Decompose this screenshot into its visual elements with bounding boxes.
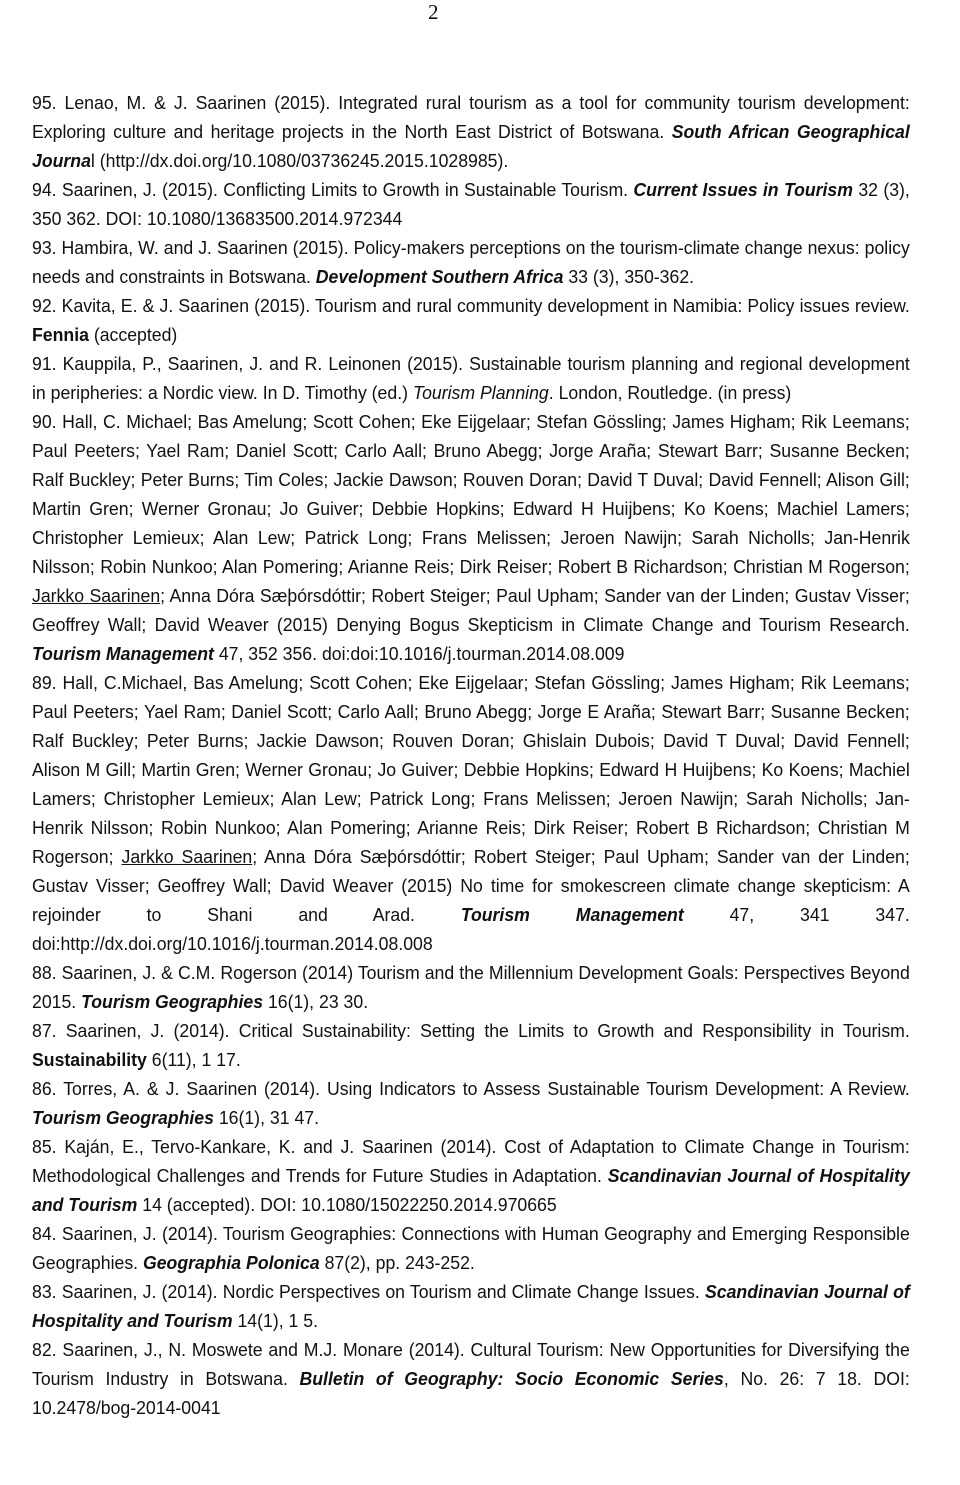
reference-entry <box>32 1132 910 1219</box>
author-link[interactable]: Jarkko Saarinen <box>32 585 161 606</box>
reference-text: (accepted) <box>88 324 178 345</box>
reference-text: . London, Routledge. (in press) <box>548 382 792 403</box>
journal-title: Tourism Management <box>32 643 214 664</box>
reference-text: 16(1), 23 30. <box>263 991 369 1012</box>
reference-entry <box>32 958 910 1016</box>
reference-text: 94. Saarinen, J. (2015). Conflicting Limits to Growth in Sustainable Tourism. <box>32 179 634 200</box>
journal-title: Tourism Geographies <box>32 1107 214 1128</box>
reference-entry <box>32 1335 910 1422</box>
journal-title: Scandinavian Journal of Hospitality and Tourism <box>32 1281 910 1331</box>
reference-text: 86. Torres, A. & J. Saarinen (2014). Using Indicators to Assess Sustainable Tourism Development: A Review. <box>32 1078 910 1099</box>
reference-text: ; Anna Dóra Sæþórsdóttir; Robert Steiger; Paul Upham; Sander van der Linden; Gustav Visser; Geoffrey Wall; David Weaver (2015) No time for smokescreen climate change skepticism: A rejoinder to Shani and Arad. <box>32 846 910 925</box>
reference-text: 47, 341 347. doi:http://dx.doi.org/10.1016/j.tourman.2014.08.008 <box>32 904 910 954</box>
reference-text: 90. Hall, C. Michael; Bas Amelung; Scott Cohen; Eke Eijgelaar; Stefan Gössling; James Higham; Rik Leemans; Paul Peeters; Yael Ram; Daniel Scott; Carlo Aall; Bruno Abegg; Jorge Araña; Stewart Barr; Susanne Becken; Ralf Buckley; Peter Burns; Tim Coles; Jackie Dawson; Rouven Doran; David T Duval; David Fennell; Alison Gill; Martin Gren; Werner Gronau; Jo Guiver; Debbie Hopkins; Edward H Huijbens; Ko Koens; Machiel Lamers; Christopher Lemieux; Alan Lew; Patrick Long; Frans Melissen; Jeroen Nawijn; Sarah Nicholls; Jan-Henrik Nilsson; Robin Nunkoo; Alan Pomering; Arianne Reis; Dirk Reiser; Robert B Richardson; Christian M Rogerson; <box>32 411 910 577</box>
reference-entry <box>32 233 910 291</box>
reference-text: 47, 352 356. doi:doi:10.1016/j.tourman.2014.08.009 <box>213 643 625 664</box>
reference-entry <box>32 291 910 349</box>
reference-entry <box>32 407 910 668</box>
reference-list <box>32 88 910 1422</box>
journal-title: South African Geographical Journa <box>32 121 910 171</box>
reference-text: 16(1), 31 47. <box>213 1107 320 1128</box>
reference-text: ; Anna Dóra Sæþórsdóttir; Robert Steiger; Paul Upham; Sander van der Linden; Gustav Visser; Geoffrey Wall; David Weaver (2015) Denying Bogus Skepticism in Climate Change and Tourism Research. <box>32 585 910 635</box>
reference-text: 95. Lenao, M. & J. Saarinen (2015). Integrated rural tourism as a tool for community tourism development: Exploring culture and heritage projects in the North East District of Botswana. <box>32 92 910 142</box>
reference-text: 33 (3), 350-362. <box>563 266 695 287</box>
reference-entry <box>32 1016 910 1074</box>
reference-text: 32 (3), 350 362. DOI: 10.1080/13683500.2014.972344 <box>32 179 910 229</box>
reference-text: 89. Hall, C.Michael, Bas Amelung; Scott Cohen; Eke Eijgelaar; Stefan Gössling; James Higham; Rik Leemans; Paul Peeters; Yael Ram; Daniel Scott; Carlo Aall; Bruno Abegg; Jorge E Araña; Stewart Barr; Susanne Becken; Ralf Buckley; Peter Burns; Jackie Dawson; Rouven Doran; Ghislain Dubois; David T Duval; David Fennell; Alison M Gill; Martin Gren; Werner Gronau; Jo Guiver; Debbie Hopkins; Edward H Huijbens; Ko Koens; Machiel Lamers; Christopher Lemieux; Alan Lew; Patrick Long; Frans Melissen; Jeroen Nawijn; Sarah Nicholls; Jan-Henrik Nilsson; Robin Nunkoo; Alan Pomering; Arianne Reis; Dirk Reiser; Robert B Richardson; Christian M Rogerson; <box>32 672 910 867</box>
reference-text: 87. Saarinen, J. (2014). Critical Sustainability: Setting the Limits to Growth and Responsibility in Tourism. <box>32 1020 910 1041</box>
author-link[interactable]: Jarkko Saarinen <box>121 846 253 867</box>
journal-title: Scandinavian Journal of Hospitality and Tourism <box>32 1165 910 1215</box>
reference-entry <box>32 1074 910 1132</box>
reference-entry <box>32 1219 910 1277</box>
reference-text: 88. Saarinen, J. & C.M. Rogerson (2014) Tourism and the Millennium Development Goals: Perspectives Beyond 2015. <box>32 962 910 1012</box>
reference-text: l (http://dx.doi.org/10.1080/03736245.2015.1028985). <box>90 150 509 171</box>
reference-text: 84. Saarinen, J. (2014). Tourism Geographies: Connections with Human Geography and Emerging Responsible Geographies. <box>32 1223 910 1273</box>
reference-text: 83. Saarinen, J. (2014). Nordic Perspectives on Tourism and Climate Change Issues. <box>32 1281 706 1302</box>
journal-title: Tourism Management <box>460 904 684 925</box>
page-number: 2 <box>428 0 439 24</box>
journal-title: Geographia Polonica <box>142 1252 320 1273</box>
reference-entry <box>32 1277 910 1335</box>
journal-title: Fennia <box>32 324 89 345</box>
reference-text: 6(11), 1 17. <box>146 1049 241 1070</box>
reference-text: 82. Saarinen, J., N. Moswete and M.J. Monare (2014). Cultural Tourism: New Opportunities for Diversifying the Tourism Industry in Botswana. <box>32 1339 910 1389</box>
reference-text: 93. Hambira, W. and J. Saarinen (2015). Policy-makers perceptions on the tourism-climate change nexus: policy needs and constraints in Botswana. <box>32 237 910 287</box>
journal-title: Development Southern Africa <box>315 266 564 287</box>
book-title: Tourism Planning <box>412 382 549 403</box>
reference-entry <box>32 88 910 175</box>
reference-text: 92. Kavita, E. & J. Saarinen (2015). Tourism and rural community development in Namibia: Policy issues review. <box>32 295 910 316</box>
reference-text: 91. Kauppila, P., Saarinen, J. and R. Leinonen (2015). Sustainable tourism planning and regional development in peripheries: a Nordic view. In D. Timothy (ed.) <box>32 353 910 403</box>
journal-title: Current Issues in Tourism <box>633 179 853 200</box>
reference-text: , No. 26: 7 18. DOI: 10.2478/bog-2014-0041 <box>32 1368 910 1418</box>
reference-entry <box>32 668 910 958</box>
reference-text: 85. Kaján, E., Tervo-Kankare, K. and J. Saarinen (2014). Cost of Adaptation to Climate Change in Tourism: Methodological Challenges and Trends for Future Studies in Adaptation. <box>32 1136 910 1186</box>
reference-entry <box>32 349 910 407</box>
reference-text: 87(2), pp. 243-252. <box>319 1252 475 1273</box>
reference-entry <box>32 175 910 233</box>
reference-text: 14(1), 1 5. <box>232 1310 318 1331</box>
journal-title: Sustainability <box>32 1049 147 1070</box>
journal-title: Bulletin of Geography: Socio Economic Series <box>299 1368 724 1389</box>
reference-text: 14 (accepted). DOI: 10.1080/15022250.2014.970665 <box>137 1194 557 1215</box>
journal-title: Tourism Geographies <box>81 991 264 1012</box>
